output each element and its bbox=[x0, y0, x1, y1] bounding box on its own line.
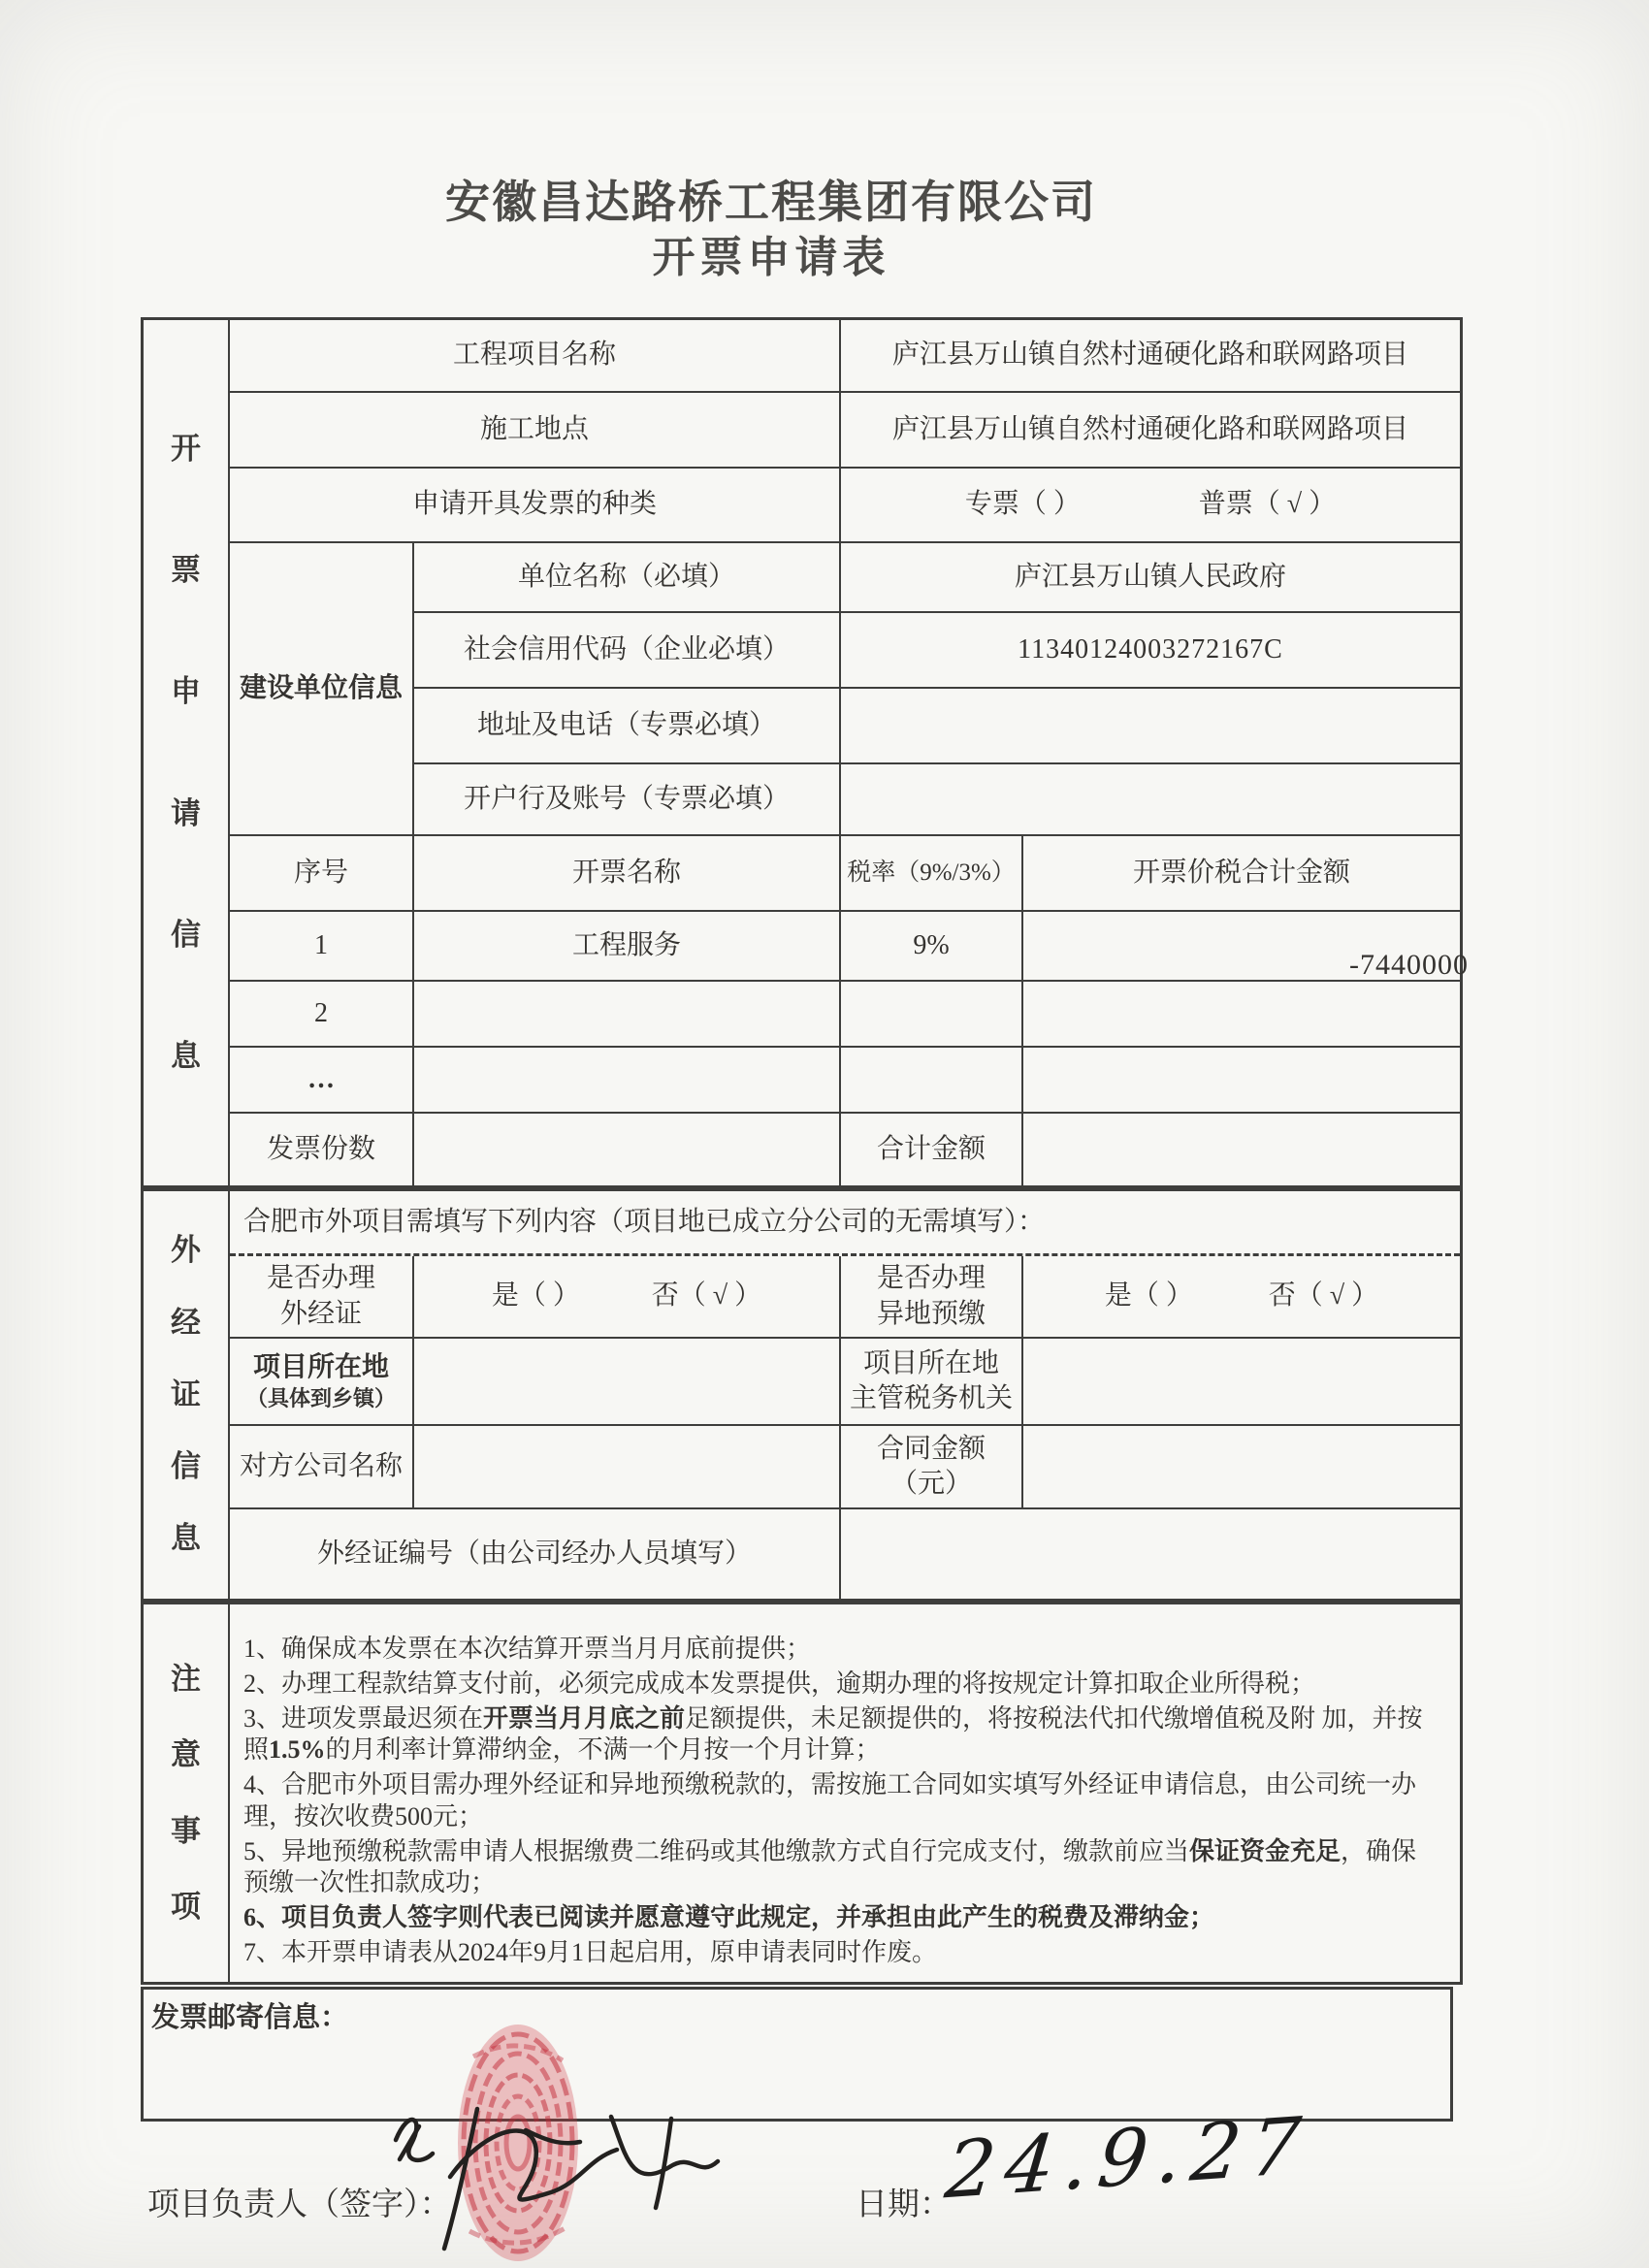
bank-account-label: 开户行及账号（专票必填） bbox=[414, 764, 841, 836]
permit-no-option: 否（ √ ） bbox=[651, 1280, 762, 1312]
company-title: 安徽昌达路桥工程集团有限公司 bbox=[445, 177, 1097, 227]
item-row-seq: 1 bbox=[230, 912, 414, 982]
item-row-name: 工程服务 bbox=[414, 912, 841, 982]
item-row-name bbox=[414, 982, 841, 1048]
construction-site-value: 庐江县万山镇自然村通硬化路和联网路项目 bbox=[841, 393, 1460, 469]
notes-table bbox=[141, 1602, 1463, 1985]
permit-yes-option: 是（ ） bbox=[491, 1280, 580, 1312]
item-row-rate: 9% bbox=[841, 912, 1023, 982]
total-amount-value bbox=[1023, 1114, 1460, 1185]
mailing-info-box bbox=[141, 1987, 1453, 2122]
construction-site-label: 施工地点 bbox=[230, 393, 841, 469]
prepay-yes-option: 是（ ） bbox=[1104, 1280, 1193, 1312]
notes-body bbox=[230, 1604, 1460, 1982]
invoice-copies-value bbox=[414, 1114, 841, 1185]
note-item: 1、确保成本发票在本次结算开票当月月底前提供； bbox=[243, 1635, 812, 1663]
project-location-value bbox=[414, 1339, 841, 1426]
side-label-invoice-request-info: 开 票 申 请 信 息 bbox=[144, 320, 230, 1185]
permit-number-value bbox=[841, 1509, 1460, 1599]
items-header-name: 开票名称 bbox=[414, 836, 841, 912]
item-row-rate bbox=[841, 982, 1023, 1048]
note-item: 3、进项发票最迟须在开票当月月底之前足额提供，未足额提供的，将按税法代扣代缴增值税及附 加，并按照1.5%的月利率计算滞纳金，不满一个月按一个月计算； bbox=[243, 1703, 1423, 1765]
note-item: 7、本开票申请表从2024年9月1日起启用，原申请表同时作废。 bbox=[243, 1937, 938, 1966]
bank-account-value bbox=[841, 764, 1460, 836]
item-row-rate bbox=[841, 1048, 1023, 1114]
item-row-amount bbox=[1023, 982, 1460, 1048]
outbound-permit-table bbox=[141, 1188, 1463, 1602]
item-row-amount: -7440000 bbox=[1023, 912, 1460, 982]
date-label: 日期： bbox=[856, 2187, 952, 2222]
prepay-needed-value bbox=[1023, 1256, 1460, 1339]
invoice-type-label: 申请开具发票的种类 bbox=[230, 469, 841, 543]
address-phone-label: 地址及电话（专票必填） bbox=[414, 689, 841, 764]
permit-needed-label: 是否办理 外经证 bbox=[230, 1256, 414, 1339]
handwritten-date: 24.9.27 bbox=[941, 2099, 1314, 2217]
prepay-needed-label: 是否办理 异地预缴 bbox=[841, 1256, 1023, 1339]
permit-needed-value bbox=[414, 1256, 841, 1339]
side-label-notes: 注 意 事 项 bbox=[144, 1604, 230, 1982]
unit-name-value: 庐江县万山镇人民政府 bbox=[841, 543, 1460, 613]
title-block bbox=[146, 173, 1397, 285]
item-row-name bbox=[414, 1048, 841, 1114]
items-header-amount: 开票价税合计金额 bbox=[1023, 836, 1460, 912]
invoice-request-table bbox=[141, 317, 1469, 1188]
project-location-label: 项目所在地 （具体到乡镇） bbox=[230, 1339, 414, 1426]
contract-amount-label: 合同金额 （元） bbox=[841, 1426, 1023, 1509]
item-row-seq: … bbox=[230, 1048, 414, 1114]
total-amount-label: 合计金额 bbox=[841, 1114, 1023, 1185]
counterparty-label: 对方公司名称 bbox=[230, 1426, 414, 1509]
item-row-seq: 2 bbox=[230, 982, 414, 1048]
contract-amount-value bbox=[1023, 1426, 1460, 1509]
invoice-type-general-option: 普票（ √ ） bbox=[1198, 489, 1337, 520]
side-label-outbound-permit-info: 外 经 证 信 息 bbox=[144, 1191, 230, 1599]
permit-number-label: 外经证编号（由公司经办人员填写） bbox=[230, 1509, 841, 1599]
project-name-value: 庐江县万山镇自然村通硬化路和联网路项目 bbox=[841, 320, 1460, 393]
project-name-label: 工程项目名称 bbox=[230, 320, 841, 393]
outbound-section-note: 合肥市外项目需填写下列内容（项目地已成立分公司的无需填写）： bbox=[230, 1191, 1460, 1256]
prepay-no-option: 否（ √ ） bbox=[1268, 1280, 1379, 1312]
note-item: 5、异地预缴税款需申请人根据缴费二维码或其他缴款方式自行完成支付，缴款前应当保证资金充足，确保预缴一次性扣款成功； bbox=[243, 1836, 1417, 1897]
signer-label: 项目负责人（签字）： bbox=[147, 2187, 452, 2222]
form-title: 开票申请表 bbox=[652, 234, 890, 281]
note-item: 2、办理工程款结算支付前，必须完成成本发票提供，逾期办理的将按规定计算扣取企业所得税； bbox=[243, 1669, 1316, 1698]
address-phone-value bbox=[841, 689, 1460, 764]
credit-code-value: 11340124003272167C bbox=[841, 613, 1460, 689]
tax-authority-label: 项目所在地 主管税务机关 bbox=[841, 1339, 1023, 1426]
credit-code-label: 社会信用代码（企业必填） bbox=[414, 613, 841, 689]
item-row-amount bbox=[1023, 1048, 1460, 1114]
note-item: 4、合肥市外项目需办理外经证和异地预缴税款的，需按施工合同如实填写外经证申请信息，由公司统一办理，按次收费500元； bbox=[243, 1770, 1417, 1831]
tax-authority-value bbox=[1023, 1339, 1460, 1426]
signature-handwriting bbox=[380, 2084, 729, 2263]
invoice-type-value bbox=[841, 469, 1460, 543]
counterparty-value bbox=[414, 1426, 841, 1509]
mailing-info-label: 发票邮寄信息： bbox=[151, 2002, 349, 2033]
note-item: 6、项目负责人签字则代表已阅读并愿意遵守此规定，并承担由此产生的税费及滞纳金； bbox=[243, 1903, 1215, 1931]
unit-name-label: 单位名称（必填） bbox=[414, 543, 841, 613]
builder-info-group-label: 建设单位信息 bbox=[230, 543, 414, 836]
items-header-rate: 税率（9%/3%） bbox=[841, 836, 1023, 912]
invoice-copies-label: 发票份数 bbox=[230, 1114, 414, 1185]
items-header-seq: 序号 bbox=[230, 836, 414, 912]
invoice-type-special-option: 专票（ ） bbox=[964, 489, 1081, 520]
